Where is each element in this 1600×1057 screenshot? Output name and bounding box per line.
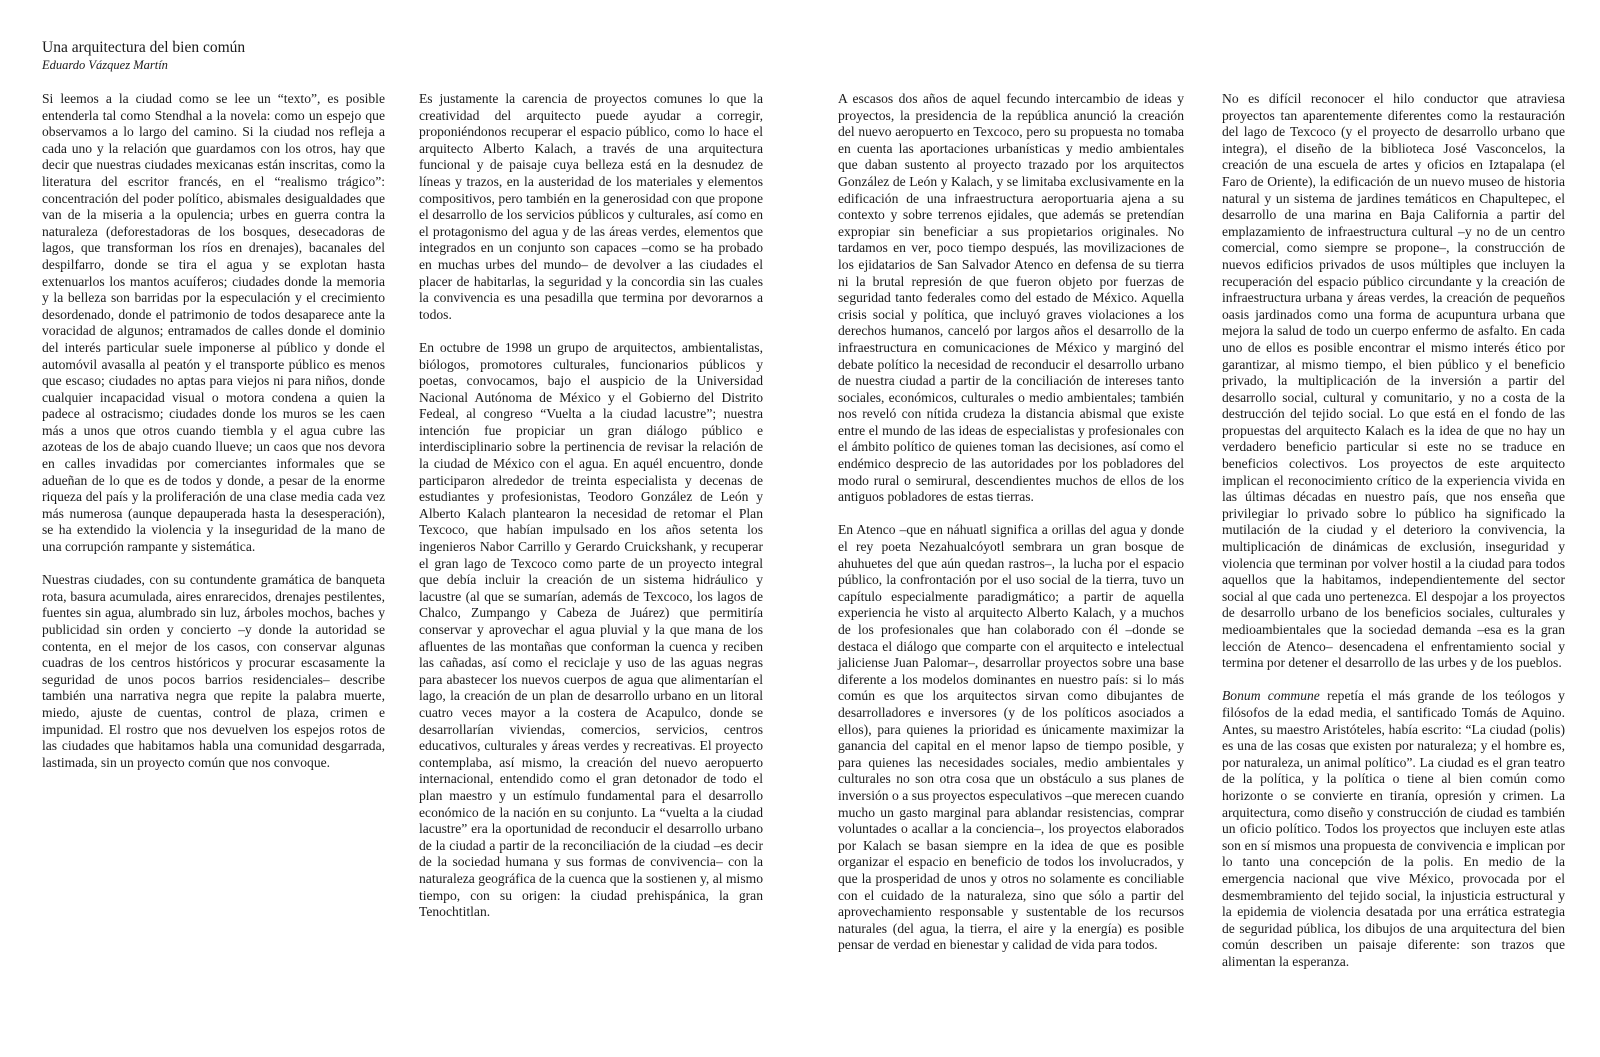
latin-lead-phrase: Bonum commune <box>1222 688 1320 704</box>
article-author: Eduardo Vázquez Martín <box>42 58 168 72</box>
text-column-4 <box>1222 91 1565 970</box>
paragraph-bonum-commune <box>1222 688 1565 970</box>
paragraph: Es justamente la carencia de proyectos comunes lo que la creatividad del arquitecto puede ayudar a corregir, proponiéndonos recuperar el espacio público, como lo hace el arquitecto Alberto Kalach, a través de una arquitectura funcional y de paisaje cuya belleza está en la desnudez de líneas y trazos, en la austeridad de los materiales y elementos compositivos, pero también en la generosidad con que propone el desarrollo de los servicios públicos y culturales, así como en el protagonismo del agua y de las áreas verdes, elementos que integrados en un conjunto son capaces –como se ha probado en muchas urbes del mundo– de devolver a las ciudades el placer de habitarlas, la seguridad y la concordia sin las cuales la convivencia es una pesadilla que termina por devorarnos a todos. <box>419 91 763 322</box>
paragraph: Nuestras ciudades, con su contundente gramática de banqueta rota, basura acumulada, aires enrarecidos, drenajes pestilentes, fuentes sin agua, alumbrado sin luz, árboles mochos, baches y publicidad sin orden y concierto –y donde la autoridad se contenta, en el mejor de los casos, con conservar algunas cuadras de los centros históricos y procurar escasamente la seguridad de unos pocos barrios residenciales– describe también una narrativa negra que repite la palabra muerte, miedo, ajuste de cuentas, control de plaza, crimen e impunidad. El rostro que nos devuelven los espejos rotos de las ciudades que habitamos habla una comunidad desgarrada, lastimada, sin un proyecto común que nos convoque. <box>42 572 385 770</box>
text-column-3 <box>838 91 1184 954</box>
paragraph: No es difícil reconocer el hilo conductor que atraviesa proyectos tan aparentemente diferentes como la restauración del lago de Texcoco (y el proyecto de desarrollo urbano que integra), el diseño de la biblioteca José Vasconcelos, la creación de una escuela de artes y oficios en Iztapalapa (el Faro de Oriente), la edificación de un nuevo museo de historia natural y un sistema de jardines temáticos en Chapultepec, el desarrollo de una marina en Baja California a partir del emplazamiento de infraestructura cultural –y no de un centro comercial, como siempre se propone–, la construcción de nuevos edificios privados de usos múltiples que incluyen la recuperación del espacio público circundante y la creación de infraestructura urbana y áreas verdes, la creación de pequeños oasis jardinados como una forma de acupuntura urbana que mejora la salud de todo un cuerpo enfermo de asfalto. En cada uno de ellos es posible encontrar el mismo interés ético por garantizar, al mismo tiempo, el bien público y el beneficio privado, la multiplicación de la inversión a partir del desarrollo social, cultural y comunitario, y no a costa de la destrucción del tejido social. Lo que está en el fondo de las propuestas del arquitecto Kalach es la idea de que no hay un verdadero beneficio particular si este no se traduce en beneficios colectivos. Los proyectos de este arquitecto implican el reconocimiento crítico de la experiencia vivida en las últimas décadas en nuestro país, que nos enseña que privilegiar lo privado sobre lo público ha significado la mutilación de la ciudad y el deterioro la convivencia, la multiplicación de dinámicas de exclusión, inseguridad y violencia que terminan por volver hostil a la ciudad para todos aquellos que la habitamos, independientemente del sector social al que cada uno pertenezca. El despojar a los proyectos de desarrollo urbano de los beneficios sociales, culturales y medioambientales que la sociedad demanda –esa es la gran lección de Atenco– desencadena el enfrentamiento social y termina por detener el desarrollo de las urbes y de los pueblos. <box>1222 91 1565 671</box>
paragraph: En Atenco –que en náhuatl significa a orillas del agua y donde el rey poeta Nezahualcóyotl sembrara un gran bosque de ahuhuetes del que aún quedan rastros–, la lucha por el espacio público, la confrontación por el uso social de la tierra, tuvo un capítulo especialmente paradigmático; a partir de aquella experiencia he visto al arquitecto Alberto Kalach, y a muchos de los profesionales que han colaborado con él –donde se destaca el diálogo que comparte con el arquitecto e intelectual jaliciense Juan Palomar–, desarrollar proyectos sobre una base diferente a los modelos dominantes en nuestro país: si lo más común es que los arquitectos sirvan como dibujantes de desarrolladores e inversores (y de los políticos asociados a ellos), para quienes la prioridad es únicamente maximizar la ganancia del capital en el menor lapso de tiempo posible, y para quienes las necesidades sociales, medio ambientales y culturales no son otra cosa que un obstáculo a sus planes de inversión o a sus proyectos especulativos –que merecen cuando mucho un gasto marginal para ablandar resistencias, comprar voluntades o acallar a la conciencia–, los proyectos elaborados por Kalach se basan siempre en la idea de que es posible organizar el espacio en beneficio de todos los involucrados, y que la prosperidad de unos y otros no solamente es conciliable con el cuidado de la naturaleza, sino que sólo a partir del aprovechamiento responsable y sustentable de los recursos naturales (del agua, la tierra, el aire y la energía) es posible pensar de verdad en bienestar y calidad de vida para todos. <box>838 522 1184 953</box>
paragraph: A escasos dos años de aquel fecundo intercambio de ideas y proyectos, la presidencia de la república anunció la creación del nuevo aeropuerto en Texcoco, pero su propuesta no tomaba en cuenta las aportaciones urbanísticas y medio ambientales que daban sustento al proyecto trazado por los arquitectos González de León y Kalach, y se limitaba exclusivamente en la edificación de una infraestructura aeroportuaria ajena a su contexto y sobre terrenos ejidales, que además se pretendían expropiar sin beneficiar a sus propietarios originales. No tardamos en ver, poco tiempo después, las movilizaciones de los ejidatarios de San Salvador Atenco en defensa de su tierra ni la brutal represión de que fueron objeto por fuerzas de seguridad tanto federales como del estado de México. Aquella crisis social y política, que incluyó graves violaciones a los derechos humanos, canceló por largos años el desarrollo de la infraestructura en comunicaciones de México y marginó del debate político la necesidad de reconducir el desarrollo urbano de nuestra ciudad a partir de la conciliación de intereses tanto sociales, económicos, culturales o medio ambientales; también nos reveló con nítida crudeza la distancia abismal que existe entre el mundo de las ideas de especialistas y profesionales con el ámbito político de quienes toman las decisiones, así como el endémico desprecio de las autoridades por los pobladores del modo rural o semirural, descendientes muchos de ellos de los antiguos pobladores de estas tierras. <box>838 91 1184 505</box>
paragraph: Si leemos a la ciudad como se lee un “texto”, es posible entenderla tal como Stendhal a la novela: como un espejo que observamos a lo largo del camino. Si la ciudad nos refleja a cada uno y la relación que guardamos con los otros, hay que decir que nuestras ciudades mexicanas están inscritas, como la literatura del escritor francés, en el “realismo trágico”: concentración del poder político, abismales desigualdades que van de la miseria a la opulencia; urbes en guerra contra la naturaleza (deforestadoras de los bosques, desecadoras de lagos, que transforman los ríos en drenajes), bacanales del despilfarro, donde se tira el agua y se explotan hasta extenuarlos los mantos acuíferos; ciudades donde la memoria y la belleza son barridas por la especulación y el crecimiento desordenado, donde el patrimonio de todos desaparece ante la voracidad de algunos; entramados de calles donde el dominio del interés particular suele imponerse al público y donde el automóvil avasalla al peatón y el transporte público es menos que escaso; ciudades no aptas para viejos ni para niños, donde cualquier incapacidad visual o motora condena a quien la padece al ostracismo; ciudades donde los muros se les caen más a unos que otros cuando tiembla y el agua cubre las azoteas de los de abajo cuando llueve; un caos que nos devora en calles invadidas por comerciantes informales que se adueñan de lo que es de todos y donde, a pesar de la enorme riqueza del país y la proliferación de una clase media cada vez más numerosa (aunque depauperada hasta la desesperación), se ha extendido la violencia y la inseguridad de la mano de una corrupción rampante y sistemática. <box>42 91 385 555</box>
paragraph-text: repetía el más grande de los teólogos y filósofos de la edad media, el santificado Tomás de Aquino. Antes, su maestro Aristóteles, había escrito: “La ciudad (polis) es una de las cosas que existen por naturaleza; y el hombre es, por naturaleza, un animal político”. La ciudad es el gran teatro de la política, y la política o tiene al bien común como horizonte o se convierte en tiranía, opresión y crimen. La arquitectura, como diseño y construcción de ciudad es también un oficio político. Todos los proyectos que incluyen este atlas son en sí mismos una propuesta de convivencia e implican por lo tanto una concepción de la polis. En medio de la emergencia nacional que vive México, provocada por el desmembramiento del tejido social, la injusticia estructural y la epidemia de violencia desatada por una errática estrategia de seguridad pública, los dibujos de una arquitectura del bien común describen un paisaje diferente: son trazos que alimentan la esperanza. <box>1222 688 1565 969</box>
article-header <box>42 39 442 73</box>
paragraph: En octubre de 1998 un grupo de arquitectos, ambientalistas, biólogos, promotores culturales, funcionarios públicos y poetas, convocamos, bajo el auspicio de la Universidad Nacional Autónoma de México y el Gobierno del Distrito Fedeal, al congreso “Vuelta a la ciudad lacustre”; nuestra intención fue propiciar un gran diálogo público e interdisciplinario sobre la pertinencia de revisar la relación de la ciudad de México con el agua. En aquél encuentro, donde participaron alrededor de treinta especialista y decenas de estudiantes y profesionistas, Teodoro González de León y Alberto Kalach plantearon la necesidad de retomar el Plan Texcoco, que habían impulsado en los años setenta los ingenieros Nabor Carrillo y Gerardo Cruickshank, y recuperar el gran lago de Texcoco como parte de un proyecto integral que debía incluir la creación de un sistema hidráulico y lacustre (al que se sumarían, además de Texcoco, los lagos de Chalco, Zumpango y Cabeza de Juárez) que permitiría conservar y aprovechar el agua pluvial y la que mana de los afluentes de las montañas que conforman la cuenca y reciben las cañadas, así como el reciclaje y uso de las aguas negras para abastecer los nuevos cuerpos de agua que alimentarían el lago, la creación de un plan de desarrollo urbano en un litoral cuatro veces mayor a la costera de Acapulco, donde se desarrollarían viviendas, comercios, servicios, centros educativos, culturales y áreas verdes y recreativas. El proyecto contemplaba, así mismo, la creación del nuevo aeropuerto internacional, entendido como el gran detonador de todo el plan maestro y un estímulo fundamental para el desarrollo económico de la nación en su conjunto. La “vuelta a la ciudad lacustre” era la oportunidad de reconducir el desarrollo urbano de la ciudad a partir de la reconciliación de la ciudad –es decir de la sociedad humana y sus formas de convivencia– con la naturaleza geográfica de la cuenca que la sostienen y, al mismo tiempo, con su origen: la ciudad prehispánica, la gran Tenochtitlan. <box>419 339 763 920</box>
text-column-2 <box>419 91 763 921</box>
text-column-1 <box>42 91 385 771</box>
article-title: Una arquitectura del bien común <box>42 39 246 56</box>
